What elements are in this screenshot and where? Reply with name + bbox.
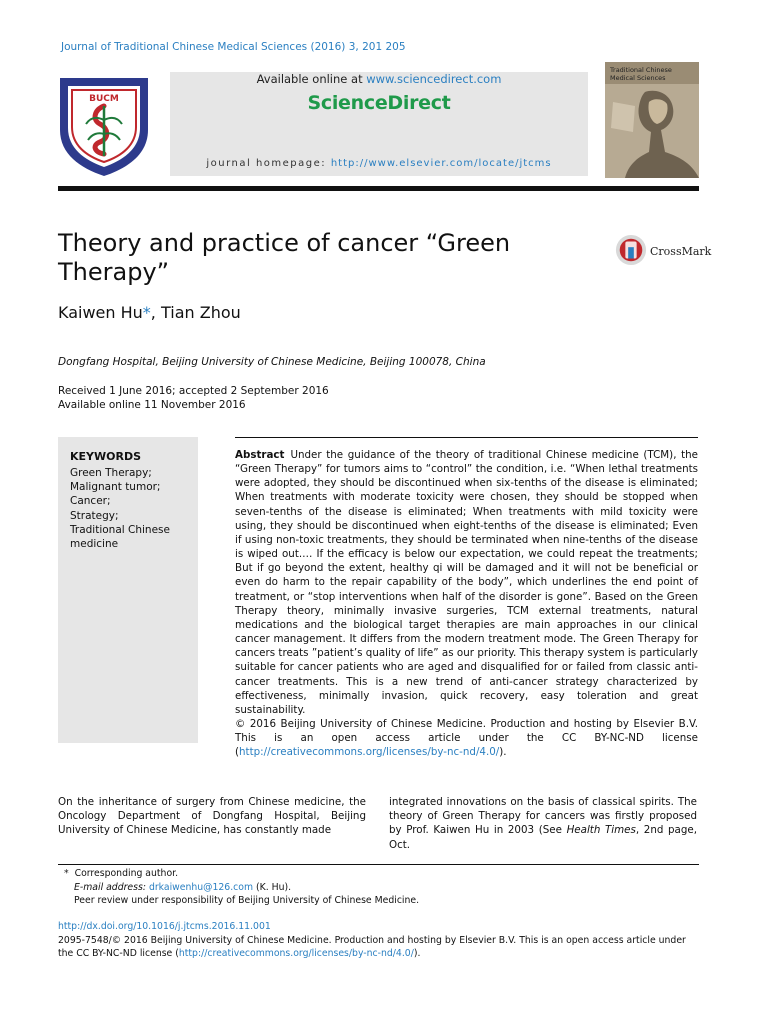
author-list: Kaiwen Hu*, Tian Zhou [58,303,241,322]
journal-homepage-line: journal homepage: http://www.elsevier.com/locate/jtcms [206,158,552,169]
abstract-copyright: © 2016 Beijing University of Chinese Medicine. Production and hosting by Elsevier B.V. This is an open access article under the CC BY-NC-ND license ( [235,717,698,759]
abstract-heading: Abstract [235,449,285,461]
keyword-item: Malignant tumor; [70,481,161,494]
author-name[interactable]: Kaiwen Hu [58,303,143,322]
keyword-item: Traditional Chinese medicine [70,523,170,551]
keyword-item: Cancer; [70,495,111,508]
peer-review-note: Peer review under responsibility of Beijing University of Chinese Medicine. [74,895,420,906]
keywords-heading: KEYWORDS [70,450,142,463]
corresponding-author-note: * Corresponding author. [64,868,179,879]
keyword-item: Strategy; [70,509,119,522]
university-emblem-logo [54,72,154,178]
available-online-line: Available online at www.sciencedirect.com [256,72,502,86]
crossmark-icon[interactable] [614,234,648,266]
header-divider [58,186,699,191]
abstract: Abstract Under the guidance of the theory of traditional Chinese medicine (TCM), the “Green Therapy” for tumors aims to “control” the condition, i.e. “When lethal treatments were adopted, they should be discontinued when six-tenths of the disease is eliminated; When treatments with moderate toxicity were chosen, they should be stopped when seven-tenths of the disease is eliminated; When treatments with mild toxicity were using, they should be discontinued when eight-tenths of the disease is eliminated; Even if using non-toxic treatments, they should be terminated when nine-tenths of the disease is wiped out.… If the efficacy is below our expectation, we could repeat the treatments; But if go beyond the extent, healthy qi will be damaged and it will not be beneficial or even do harm to the repair capability of the body”, which underlines the end point of treatment, or “stop interventions when half of the disorder is gone”. Based on the Green Therapy theory, minimally invasive surgeries, TCM external treatments, natural medications and the biological target therapies are main approaches in our clinical cancer management. It differs from the modern treatment mode. The Green Therapy for cancers treats ”patient’s quality of life” as our priority. This therapy system is particularly suitable for cancer patients who are aged and disqualified for or failed from classic anti-cancer treatments. This is a new trend of anti-cancer strategy characterized by effectiveness, minimally invasion, quick recovery, easy toleration and great sustainability. © 2016 Beijing University of Chinese Medicine. Production and hosting by Elsevier B.V. This is an open access article under the CC BY-NC-ND license (http://creativecommons.org/licenses/by-nc-nd/4.0/). [235,449,698,759]
abstract-divider [235,437,698,438]
journal-homepage-link[interactable]: http://www.elsevier.com/locate/jtcms [330,158,552,169]
svg-text:Medical Sciences: Medical Sciences [610,74,666,82]
crossmark-label[interactable]: CrossMark [650,245,712,258]
email-link[interactable]: drkaiwenhu@126.com [148,881,254,893]
keywords-panel [58,437,198,743]
body-right-column: integrated innovations on the basis of classical spirits. The theory of Green Therapy for cancers was firstly proposed by Prof. Kaiwen Hu in 2003 (See Health Times, 2nd page, Oct. [389,796,697,851]
sciencedirect-logo[interactable]: ScienceDirect [307,92,451,114]
article-title: Theory and practice of cancer “Green Therapy” [58,229,511,286]
svg-text:BUCM: BUCM [89,94,119,104]
keywords-list [70,466,192,551]
license-link[interactable]: http://creativecommons.org/licenses/by-nc-nd/4.0/ [239,746,500,759]
received-date: Received 1 June 2016; accepted 2 September 2016 [58,385,329,397]
journal-cover-image [605,62,699,178]
corresponding-author-mark[interactable]: * [142,303,151,322]
article-footer [58,920,699,961]
svg-text:Traditional Chinese: Traditional Chinese [610,66,672,74]
affiliation: Dongfang Hospital, Beijing University of Chinese Medicine, Beijing 100078, China [58,356,486,368]
available-online-date: Available online 11 November 2016 [58,399,246,411]
article-dates [58,384,329,412]
footnotes [58,867,699,908]
sciencedirect-link[interactable]: www.sciencedirect.com [366,72,502,86]
abstract-body: Under the guidance of the theory of traditional Chinese medicine (TCM), the “Green Therapy” for tumors aims to “control” the condition, i.e. “When lethal treatments were adopted, they should be discontinued when six-tenths of the disease is eliminated; When treatments with moderate toxicity were chosen, they should be stopped when seven-tenths of the disease is eliminated; When treatments with mild toxicity were using, they should be discontinued when eight-tenths of the disease is eliminated; Even if using non-toxic treatments, they should be terminated when nine-tenths of the disease is wiped out.… If the efficacy is below our expectation, we could repeat the treatments; But if go beyond the extent, healthy qi will be damaged and it will not be beneficial or even do harm to the repair capability of the body”, which underlines the end point of treatment, or “stop interventions when half of the disorder is gone”. Based on the Green Therapy theory, minimally invasive surgeries, TCM external treatments, natural medications and the biological target therapies are main approaches in our clinical cancer management. It differs from the modern treatment mode. The Green Therapy for cancers treats ”patient’s quality of life” as our priority. This therapy system is particularly suitable for cancer patients who are aged and disqualified for or failed from classic anti-cancer treatments. This is a new trend of anti-cancer strategy characterized by effectiveness, minimally invasion, quick recovery, easy toleration and great sustainability. [235,449,698,716]
keyword-item: Green Therapy; [70,467,152,479]
body-left-column: On the inheritance of surgery from Chinese medicine, the Oncology Department of Dongfang Hospital, Beijing University of Chinese Medicine, has constantly made [58,796,366,837]
sciencedirect-header [170,72,588,176]
issn-copyright: 2095-7548/© 2016 Beijing University of Chinese Medicine. Production and hosting by Elsevier B.V. This is an open access article under the CC BY-NC-ND license (http://creativecommons.org/licenses/by-nc-nd/4.0/). [58,934,686,959]
doi-link[interactable]: http://dx.doi.org/10.1016/j.jtcms.2016.11.001 [58,921,271,932]
license-link[interactable]: http://creativecommons.org/licenses/by-nc-nd/4.0/ [178,948,414,959]
footnote-divider [58,864,699,865]
author-name[interactable]: Tian Zhou [160,303,241,322]
journal-reference[interactable]: Journal of Traditional Chinese Medical Sciences (2016) 3, 201 205 [61,41,406,53]
email-note: E-mail address: drkaiwenhu@126.com (K. Hu). [74,881,292,893]
